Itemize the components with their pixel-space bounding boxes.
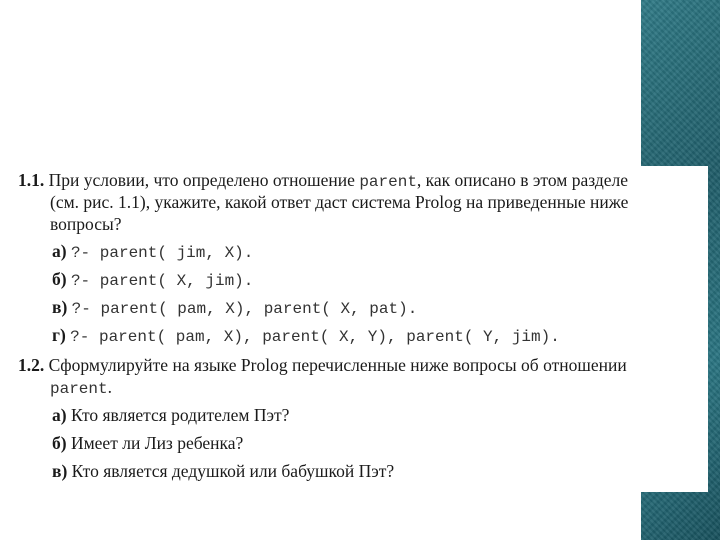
task-2-text-a: Сформулируйте на языке <box>48 355 237 375</box>
item-text: Имеет ли Лиз ребенка? <box>70 433 244 453</box>
task-2-item-b <box>52 433 243 454</box>
item-text: Кто является дедушкой или бабушкой Пэт? <box>71 461 395 481</box>
task-1-number: 1.1. <box>18 170 45 190</box>
task-1-item-c <box>52 297 417 320</box>
task-2-code-parent: parent <box>50 380 108 398</box>
task-2-item-c <box>52 461 394 482</box>
item-text: Кто является родителем Пэт? <box>70 405 290 425</box>
task-1-item-a <box>52 241 253 264</box>
item-code: ?- parent( jim, X). <box>70 244 254 262</box>
task-1-line2-a: (см. рис. 1.1), укажите, какой ответ даст система <box>50 192 411 212</box>
item-code: ?- parent( X, jim). <box>70 272 254 290</box>
task-1-item-b <box>52 269 253 292</box>
task-2-line-2 <box>50 377 112 400</box>
task-2-text-b: перечисленные ниже вопросы об отношении <box>291 355 627 375</box>
task-2-period: . <box>107 377 112 397</box>
task-1-line-3 <box>50 214 122 235</box>
task-2-item-a <box>52 405 289 426</box>
task-2-line-1 <box>18 355 627 376</box>
task-1-item-d <box>52 325 560 348</box>
task-1-line2-b: на приведенные ниже <box>466 192 629 212</box>
item-code: ?- parent( pam, X), parent( X, Y), parent( Y, jim). <box>70 328 560 346</box>
task-2-prolog: Prolog <box>240 355 288 375</box>
task-1-line-1 <box>18 170 628 193</box>
task-1-code-parent: parent <box>359 173 417 191</box>
task-2-number: 1.2. <box>18 355 45 375</box>
task-1-line3-text: вопросы? <box>50 214 122 234</box>
item-marker: б) <box>52 269 67 289</box>
task-1-line2-prolog: Prolog <box>414 192 462 212</box>
task-1-line-2 <box>50 192 628 213</box>
task-1-text-a: При условии, что определено отношение <box>48 170 355 190</box>
exercise-text-block <box>14 166 708 492</box>
item-code: ?- parent( pam, X), parent( X, pat). <box>71 300 418 318</box>
item-marker: в) <box>52 461 68 481</box>
item-marker: в) <box>52 297 68 317</box>
item-marker: а) <box>52 405 67 425</box>
item-marker: г) <box>52 325 66 345</box>
task-1-text-b: , как описано в этом разделе <box>416 170 628 190</box>
item-marker: а) <box>52 241 67 261</box>
item-marker: б) <box>52 433 67 453</box>
